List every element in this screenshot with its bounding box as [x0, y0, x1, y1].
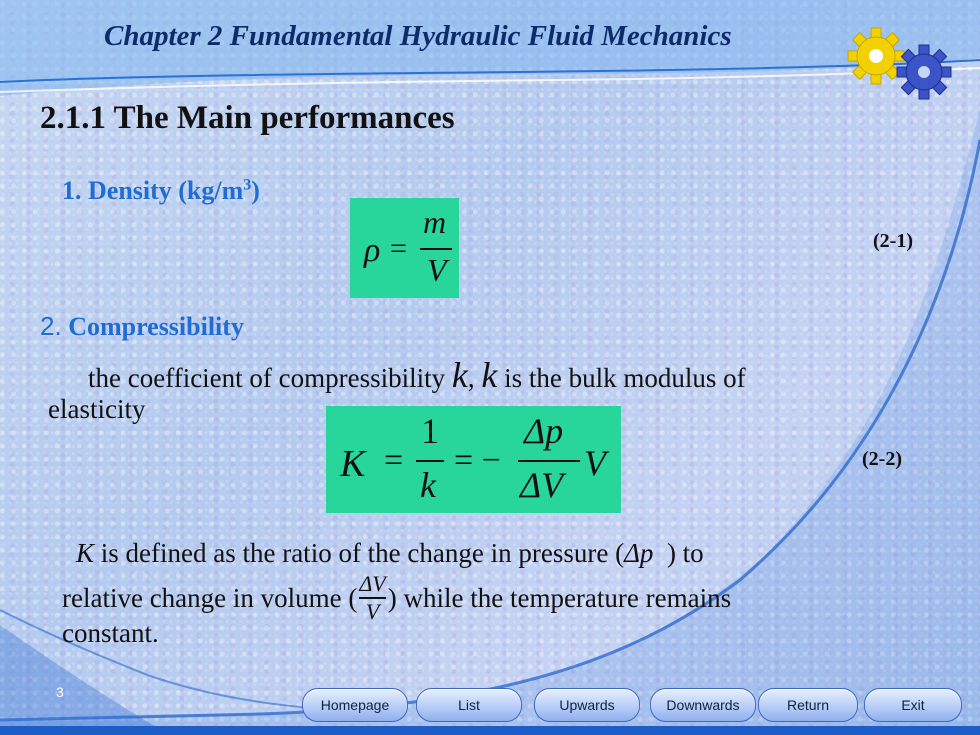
upwards-button[interactable]: Upwards: [534, 688, 640, 722]
density-formula: [350, 198, 459, 298]
homepage-button[interactable]: Homepage: [302, 688, 408, 722]
definition-line-2: [62, 570, 731, 626]
formula-equals-minus: = −: [454, 442, 501, 479]
formula-V: V: [584, 443, 606, 483]
fraction-bar-2: [518, 460, 580, 462]
compressibility-heading: [40, 311, 244, 342]
equation-number-2-2: (2-2): [862, 448, 902, 470]
definition-text-3: relative change in volume (: [62, 582, 358, 613]
definition-text-2: ) to: [666, 538, 704, 568]
definition-delta-p: Δp: [624, 538, 654, 568]
formula-mass: m: [423, 204, 447, 240]
formula-delta-p: Δp: [524, 411, 564, 451]
definition-line-1: [76, 538, 704, 569]
density-heading-text: 1. Density (kg/m: [62, 176, 244, 205]
formula-k: k: [420, 465, 436, 505]
bulk-modulus-formula: [326, 406, 621, 513]
fraction-bar: [420, 248, 452, 250]
equation-number-2-1: (2-1): [873, 230, 913, 252]
definition-fraction: [359, 573, 385, 623]
definition-text-4: ) while the temperature remains: [387, 582, 732, 613]
k-symbol: k: [451, 355, 468, 395]
bulk-modulus-text: is the bulk modulus of: [504, 363, 746, 393]
compressibility-line-2: elasticity: [48, 394, 146, 424]
formula-volume: V: [427, 252, 447, 288]
density-heading-suffix: ): [251, 176, 260, 205]
definition-text-1: is defined as the ratio of the change in pressure (: [100, 538, 625, 568]
gears-icon: [846, 20, 956, 104]
downwards-button[interactable]: Downwards: [650, 688, 756, 722]
definition-frac-den: V: [365, 599, 380, 624]
k-symbol-2: k: [481, 355, 498, 395]
formula-K: K: [340, 443, 366, 485]
definition-K: K: [76, 538, 95, 568]
section-title: 2.1.1 The Main performances: [40, 100, 455, 136]
compressibility-heading-text: Compressibility: [68, 312, 244, 341]
page-number: 3: [56, 684, 64, 700]
return-button[interactable]: Return: [758, 688, 858, 722]
coefficient-text: the coefficient of compressibility: [88, 363, 446, 393]
bottom-bar: [0, 726, 980, 735]
formula-delta-v: ΔV: [520, 465, 564, 505]
header-title: Chapter 2 Fundamental Hydraulic Fluid Mechanics: [104, 20, 732, 52]
comma: ,: [467, 363, 475, 393]
density-superscript: 3: [243, 176, 252, 194]
fraction-bar-1: [416, 460, 444, 462]
formula-one: 1: [421, 411, 439, 451]
list-button[interactable]: List: [416, 688, 522, 722]
exit-button[interactable]: Exit: [864, 688, 962, 722]
compressibility-line-1: [88, 354, 746, 396]
formula-rho: ρ: [364, 232, 381, 269]
definition-frac-num: ΔV: [359, 571, 386, 596]
formula-equals-1: =: [384, 442, 404, 479]
density-heading: [62, 176, 260, 206]
definition-line-3: constant.: [62, 618, 159, 648]
formula-equals: =: [390, 232, 407, 265]
compressibility-number: 2.: [40, 311, 62, 341]
